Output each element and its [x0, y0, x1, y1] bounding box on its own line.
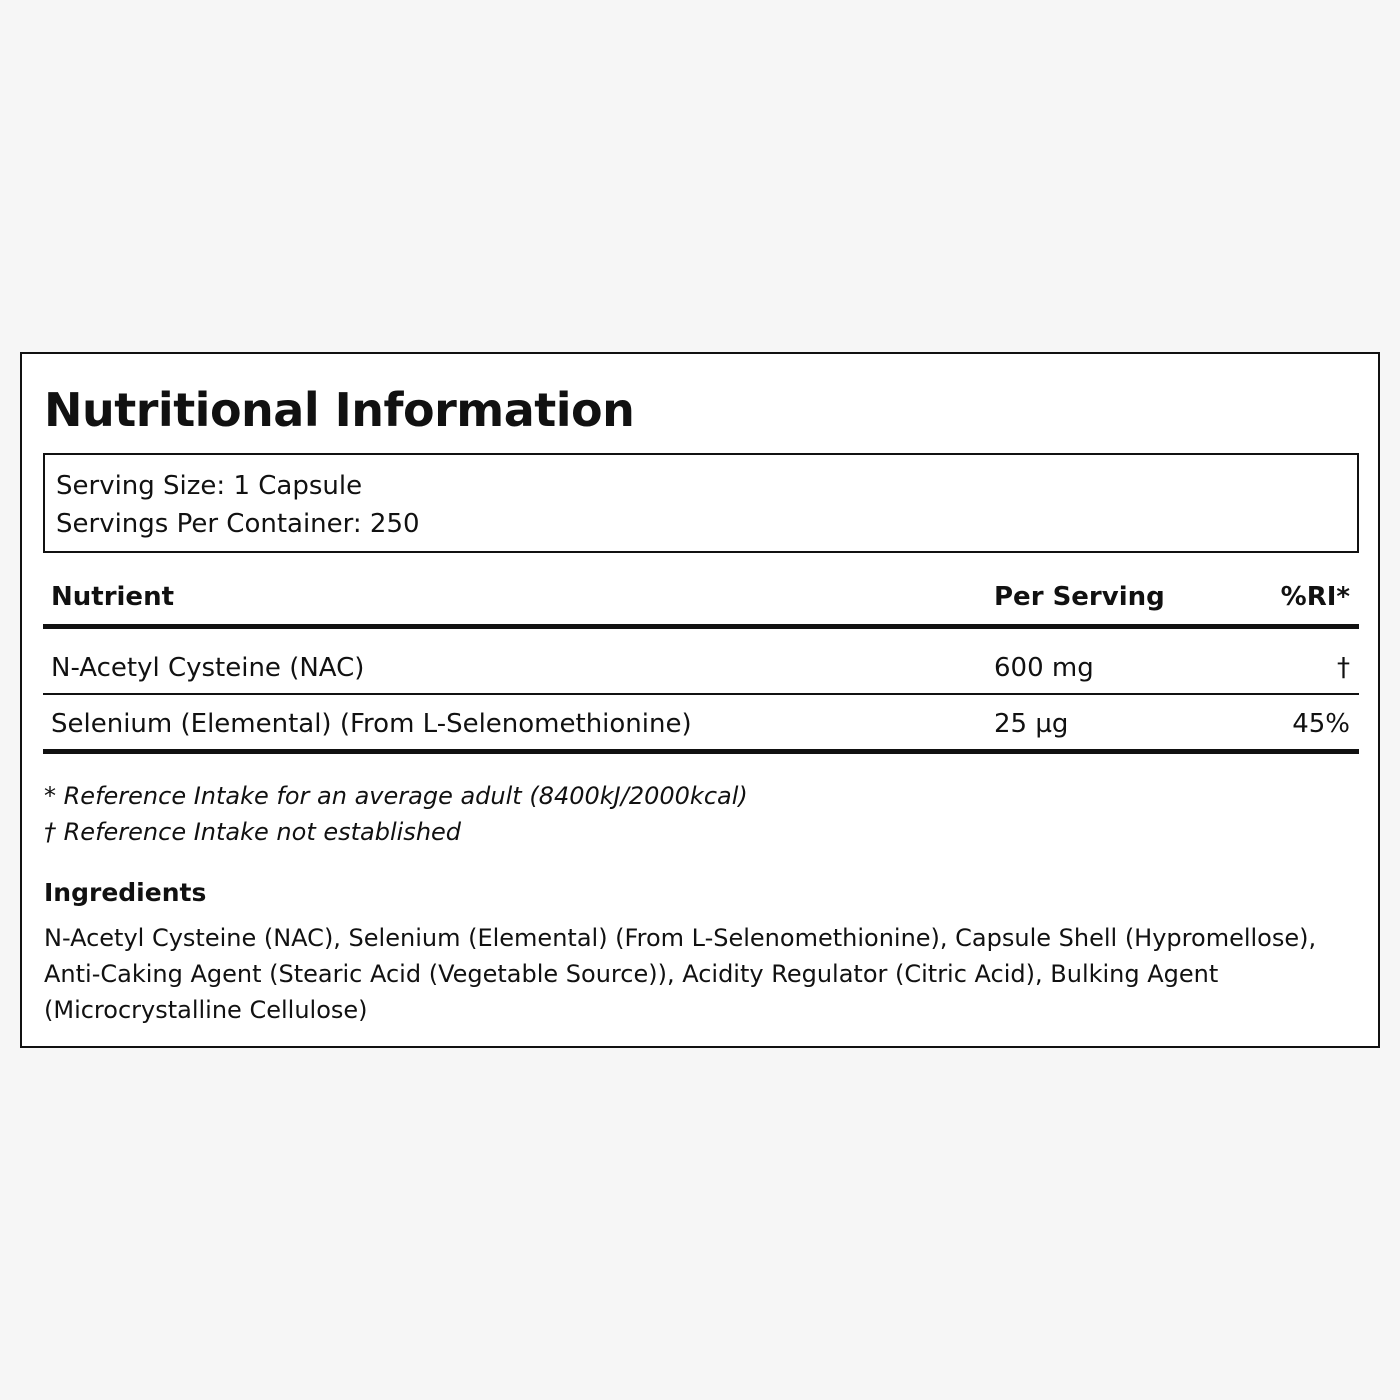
table-bottom-divider: [43, 749, 1359, 754]
row-nac-nutrient: N-Acetyl Cysteine (NAC): [51, 653, 365, 683]
row-nac-per-serving: 600 mg: [994, 653, 1094, 683]
footnote-not-established: † Reference Intake not established: [44, 818, 462, 846]
row-selenium-nutrient: Selenium (Elemental) (From L-Selenomethionine): [51, 709, 692, 739]
row-nac-ri: †: [1337, 653, 1350, 683]
nutrition-label-panel: [20, 352, 1380, 1048]
ingredients-text: N-Acetyl Cysteine (NAC), Selenium (Elemental) (From L-Selenomethionine), Capsule Shell (Hypromellose), Anti-Caking Agent (Stearic Acid (Vegetable Source)), Acidity Regulator (Citric Acid), Bulking Agent (Microcrystalline Cellulose): [44, 924, 1317, 1024]
servings-per-container: Servings Per Container: 250: [56, 509, 420, 539]
row-selenium-per-serving: 25 µg: [994, 709, 1069, 739]
header-divider: [43, 624, 1359, 629]
row-selenium-ri: 45%: [1292, 709, 1350, 739]
ingredients-heading: Ingredients: [44, 878, 207, 907]
header-per-serving: Per Serving: [994, 582, 1165, 612]
row-divider: [43, 693, 1359, 695]
label-title: Nutritional Information: [44, 383, 635, 437]
serving-info-box: [43, 453, 1359, 553]
header-nutrient: Nutrient: [51, 582, 175, 612]
serving-size: Serving Size: 1 Capsule: [56, 471, 363, 501]
footnote-reference-intake: * Reference Intake for an average adult (8400kJ/2000kcal): [44, 782, 748, 810]
header-ri: %RI*: [1280, 582, 1350, 612]
